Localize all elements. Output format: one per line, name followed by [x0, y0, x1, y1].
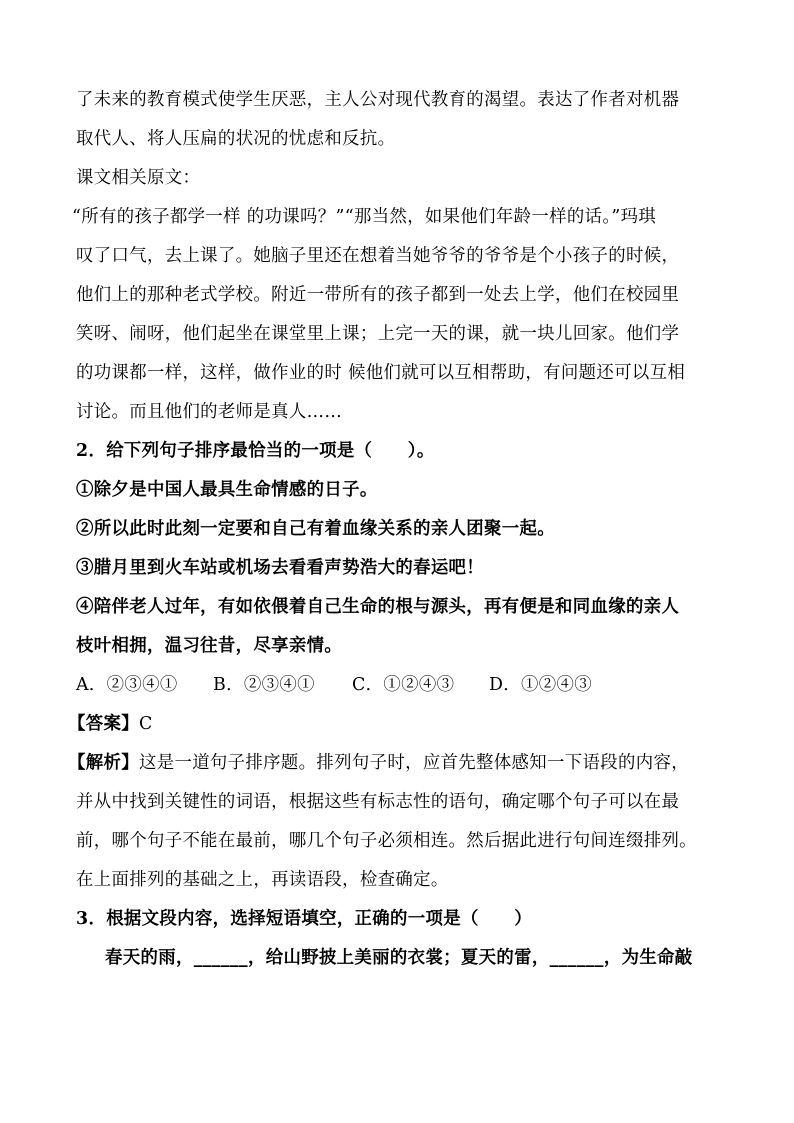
intro-line-2: 取代人、将人压扁的状况的忧虑和反抗。: [76, 129, 396, 149]
source-text-line-3: 他们上的那种老式学校。附近一带所有的孩子都到一处去上学，他们在校园里: [76, 285, 680, 305]
intro-line-1: 了未来的教育模式使学生厌恶，主人公对现代教育的渴望。表达了作者对机器: [76, 90, 680, 110]
option-b: B．②③④①: [213, 675, 315, 695]
source-text-line-4: 笑呀、闹呀，他们起坐在课堂里上课；上完一天的课，就一块儿回家。他们学: [76, 324, 680, 344]
option-d: D．①②④③: [489, 675, 592, 695]
analysis-line-4: 在上面排列的基础之上，再读语段，检查确定。: [76, 870, 449, 890]
option-c: C．①②④③: [352, 675, 455, 695]
question-3-passage: 春天的雨，______，给山野披上美丽的衣裳；夏天的雷，______，为生命敲: [105, 948, 693, 968]
question-3-stem: 3．根据文段内容，选择短语填空，正确的一项是（ ）: [76, 909, 532, 929]
analysis-line-2: 并从中找到关键性的词语，根据这些有标志性的语句，确定哪个句子可以在最: [76, 792, 680, 812]
question-2-sentence-4-cont: 枝叶相拥，温习往昔，尽享亲情。: [76, 636, 343, 656]
answer-label: 【答案】: [68, 714, 139, 734]
analysis-line-1: [68, 752, 689, 774]
question-2-sentence-3: ③腊月里到火车站或机场去看看声势浩大的春运吧！: [76, 558, 485, 578]
question-2-stem: 2．给下列句子排序最恰当的一项是（ ）。: [76, 441, 435, 461]
source-text-line-2: 叹了口气，去上课了。她脑子里还在想着当她爷爷的爷爷是个小孩子的时候，: [76, 246, 680, 266]
option-a: A．②③④①: [76, 675, 178, 695]
question-2-sentence-4: ④陪伴老人过年，有如依偎着自己生命的根与源头，再有便是和同血缘的亲人: [76, 597, 680, 617]
source-text-line-6: 讨论。而且他们的老师是真人……: [76, 402, 343, 422]
analysis-line-3: 前，哪个句子不能在最前，哪几个句子必须相连。然后据此进行句间连缀排列。: [76, 831, 697, 851]
source-text-line-1: “所有的孩子都学一样 的功课吗？”“那当然，如果他们年龄一样的话。”玛琪: [72, 207, 657, 227]
source-heading: 课文相关原文：: [76, 168, 201, 188]
question-2-options: [76, 674, 592, 696]
source-text-line-5: 的功课都一样，这样，做作业的时 候他们就可以互相帮助，有问题还可以互相: [76, 363, 686, 383]
question-2-sentence-1: ①除夕是中国人最具生命情感的日子。: [76, 480, 378, 500]
analysis-label: 【解析】: [68, 753, 139, 773]
answer-line: [68, 713, 153, 735]
analysis-text-1: 这是一道句子排序题。排列句子时，应首先整体感知一下语段的内容，: [138, 753, 689, 773]
answer-value: C: [138, 714, 153, 734]
question-2-sentence-2: ②所以此时此刻一定要和自己有着血缘关系的亲人团聚一起。: [76, 519, 555, 539]
